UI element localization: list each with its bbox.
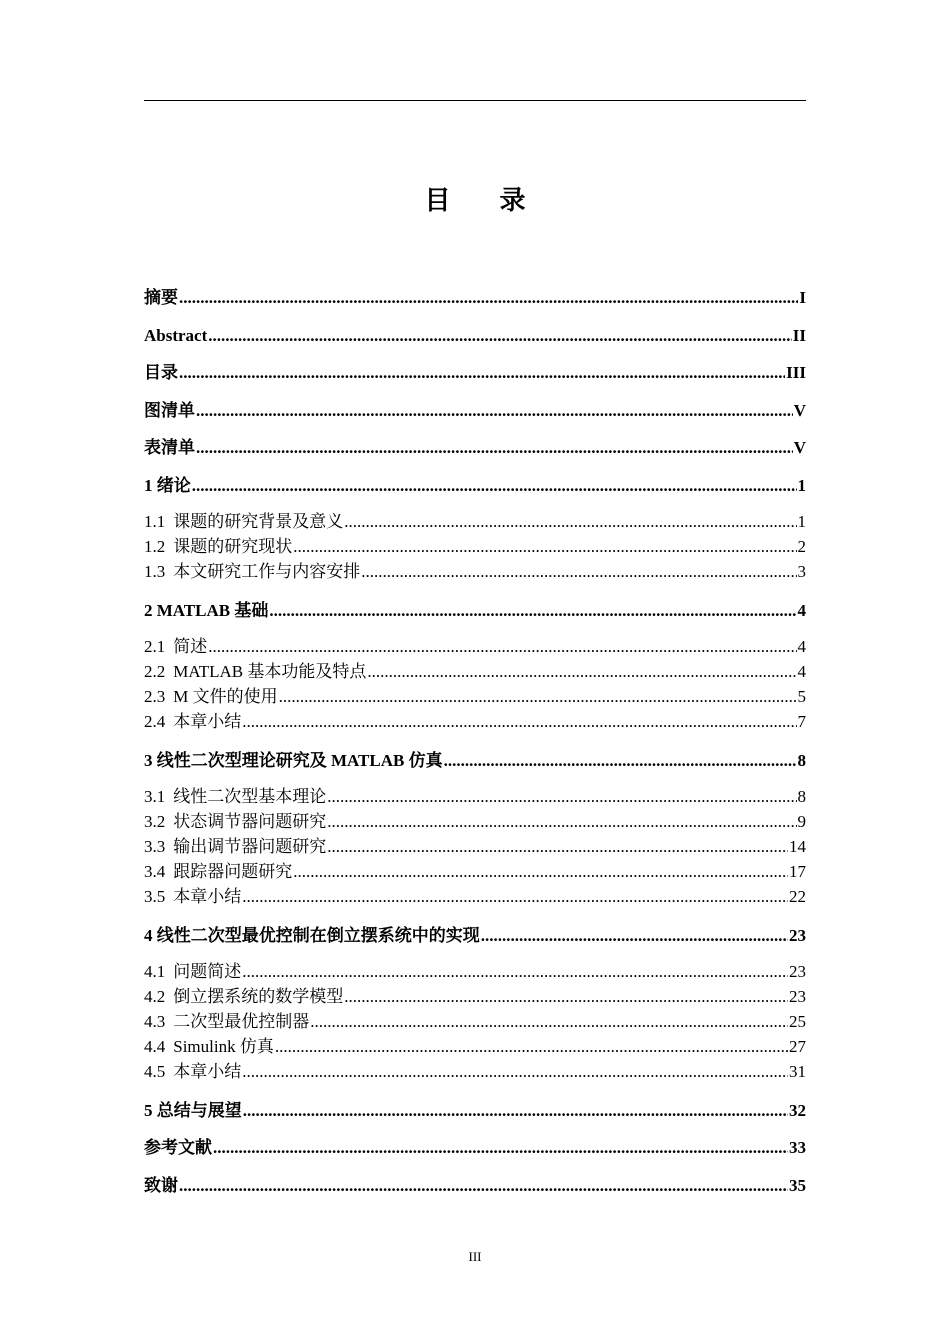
- toc-label: 致谢: [144, 1175, 178, 1195]
- toc-label: 目录: [144, 363, 178, 382]
- toc-label: 本章小结: [173, 712, 242, 731]
- toc-label: 3 线性二次型理论研究及 MATLAB 仿真: [144, 750, 443, 770]
- toc-entry-abstract-cn[interactable]: [144, 284, 806, 322]
- toc-page: 9: [797, 812, 806, 831]
- toc-leader: [344, 509, 796, 534]
- toc-leader: [196, 434, 793, 462]
- toc-page: III: [786, 363, 806, 382]
- toc-label: 状态调节器问题研究: [173, 812, 327, 831]
- toc-number: 4.1: [144, 962, 166, 981]
- toc-page: 8: [797, 750, 806, 770]
- toc-section-3-5[interactable]: [144, 884, 806, 922]
- toc-page: V: [793, 400, 806, 420]
- toc-section-2-2[interactable]: [144, 659, 806, 684]
- toc-number: 2.1: [144, 637, 166, 656]
- toc-chapter-1[interactable]: [144, 472, 806, 510]
- toc-label: 本文研究工作与内容安排: [173, 562, 361, 581]
- toc-page: 23: [789, 987, 806, 1006]
- toc-leader: [192, 472, 797, 500]
- toc-number: 3.2: [144, 812, 166, 831]
- toc-number: 3.5: [144, 887, 166, 906]
- toc-label: 4 线性二次型最优控制在倒立摆系统中的实现: [144, 925, 480, 945]
- toc-label: 简述: [173, 637, 208, 656]
- toc-leader: [344, 984, 788, 1009]
- toc-page: 35: [789, 1175, 806, 1195]
- toc-label: 1 绪论: [144, 475, 191, 495]
- toc-leader: [269, 597, 796, 625]
- page-number: III: [468, 1249, 482, 1264]
- toc-page: 8: [797, 787, 806, 806]
- toc-page: 31: [789, 1062, 806, 1081]
- toc-chapter-3[interactable]: [144, 747, 806, 785]
- toc-label: 2 MATLAB 基础: [144, 600, 269, 620]
- toc-page: 27: [789, 1037, 806, 1056]
- toc-label: 摘要: [144, 288, 178, 307]
- toc-number: 1.1: [144, 512, 166, 531]
- toc-section-2-3[interactable]: [144, 684, 806, 709]
- toc-label: 表清单: [144, 438, 195, 457]
- toc-label: 倒立摆系统的数学模型: [173, 987, 344, 1006]
- toc-label: 线性二次型基本理论: [173, 787, 327, 806]
- toc-page: 4: [797, 662, 806, 681]
- toc-leader: [179, 284, 798, 312]
- toc-page: 14: [789, 837, 806, 856]
- toc-number: 3.1: [144, 787, 166, 806]
- toc-number: 2.2: [144, 662, 166, 681]
- toc-label: Abstract: [144, 325, 208, 345]
- toc-leader: [293, 859, 788, 884]
- toc-chapter-4[interactable]: [144, 922, 806, 960]
- toc-page: 5: [797, 687, 806, 706]
- toc-entry-references[interactable]: [144, 1134, 806, 1172]
- toc-page: 25: [789, 1012, 806, 1031]
- toc-number: 2.3: [144, 687, 166, 706]
- toc-label: 本章小结: [173, 1062, 242, 1081]
- header-rule: [144, 100, 806, 101]
- toc-page: V: [793, 438, 806, 457]
- toc-leader: [242, 884, 788, 909]
- toc-leader: [327, 834, 788, 859]
- toc-label: 5 总结与展望: [144, 1100, 242, 1120]
- toc-section-3-1[interactable]: [144, 784, 806, 809]
- table-of-contents: [144, 284, 806, 1209]
- toc-page: II: [792, 325, 806, 345]
- toc-leader: [444, 747, 797, 775]
- toc-section-4-5[interactable]: [144, 1059, 806, 1097]
- toc-page: 1: [797, 475, 806, 495]
- toc-chapter-5[interactable]: [144, 1097, 806, 1135]
- toc-label: 输出调节器问题研究: [173, 837, 327, 856]
- toc-section-3-4[interactable]: [144, 859, 806, 884]
- toc-label: 参考文献: [144, 1138, 212, 1157]
- toc-number: 4.3: [144, 1012, 166, 1031]
- toc-label: Simulink 仿真: [173, 1037, 274, 1056]
- toc-entry-figures[interactable]: [144, 397, 806, 435]
- page-title: 目 录: [424, 186, 546, 216]
- toc-number: 4.4: [144, 1037, 166, 1056]
- toc-page: 33: [789, 1138, 806, 1157]
- toc-page: 3: [797, 562, 806, 581]
- toc-section-4-2[interactable]: [144, 984, 806, 1009]
- toc-leader: [481, 922, 788, 950]
- toc-chapter-2[interactable]: [144, 597, 806, 635]
- toc-section-4-1[interactable]: [144, 959, 806, 984]
- toc-entry-acknowledgements[interactable]: [144, 1172, 806, 1210]
- toc-leader: [208, 634, 796, 659]
- toc-section-3-2[interactable]: [144, 809, 806, 834]
- toc-leader: [327, 784, 796, 809]
- toc-page: 17: [789, 862, 806, 881]
- toc-leader: [242, 1059, 788, 1084]
- toc-number: 3.3: [144, 837, 166, 856]
- toc-section-4-4[interactable]: [144, 1034, 806, 1059]
- toc-label: 二次型最优控制器: [173, 1012, 310, 1031]
- toc-leader: [310, 1009, 788, 1034]
- toc-section-1-3[interactable]: [144, 559, 806, 597]
- toc-number: 3.4: [144, 862, 166, 881]
- toc-number: 4.2: [144, 987, 166, 1006]
- toc-page: 4: [797, 600, 806, 620]
- toc-label: 本章小结: [173, 887, 242, 906]
- toc-label: 图清单: [144, 400, 195, 420]
- toc-leader: [279, 684, 797, 709]
- toc-label: 课题的研究现状: [173, 537, 293, 556]
- toc-number: 1.2: [144, 537, 166, 556]
- toc-leader: [208, 322, 792, 350]
- toc-label: MATLAB 基本功能及特点: [173, 662, 367, 681]
- toc-number: 4.5: [144, 1062, 166, 1081]
- toc-section-4-3[interactable]: [144, 1009, 806, 1034]
- toc-page: 1: [797, 512, 806, 531]
- toc-leader: [196, 397, 793, 425]
- toc-page: 4: [797, 637, 806, 656]
- toc-leader: [179, 359, 785, 387]
- toc-page: 23: [789, 925, 806, 945]
- toc-leader: [367, 659, 796, 684]
- toc-page: 7: [797, 712, 806, 731]
- toc-page: 22: [789, 887, 806, 906]
- toc-entry-tables[interactable]: [144, 434, 806, 472]
- toc-leader: [275, 1034, 788, 1059]
- toc-page: 23: [789, 962, 806, 981]
- toc-page: 32: [789, 1100, 806, 1120]
- toc-section-2-1[interactable]: [144, 634, 806, 659]
- toc-section-1-2[interactable]: [144, 534, 806, 559]
- toc-leader: [327, 809, 796, 834]
- toc-number: 2.4: [144, 712, 166, 731]
- toc-label: 跟踪器问题研究: [173, 862, 293, 881]
- toc-leader: [213, 1134, 788, 1162]
- toc-leader: [293, 534, 796, 559]
- toc-section-3-3[interactable]: [144, 834, 806, 859]
- toc-section-1-1[interactable]: [144, 509, 806, 534]
- toc-section-2-4[interactable]: [144, 709, 806, 747]
- toc-leader: [242, 959, 788, 984]
- toc-leader: [361, 559, 796, 584]
- toc-page: 2: [797, 537, 806, 556]
- toc-entry-contents[interactable]: [144, 359, 806, 397]
- toc-label: 课题的研究背景及意义: [173, 512, 344, 531]
- toc-label: 问题简述: [173, 962, 242, 981]
- toc-page: I: [799, 288, 806, 307]
- toc-entry-abstract-en[interactable]: [144, 322, 806, 360]
- toc-leader: [179, 1172, 788, 1200]
- toc-leader: [243, 1097, 788, 1125]
- toc-label: M 文件的使用: [173, 687, 278, 706]
- toc-leader: [242, 709, 796, 734]
- toc-number: 1.3: [144, 562, 166, 581]
